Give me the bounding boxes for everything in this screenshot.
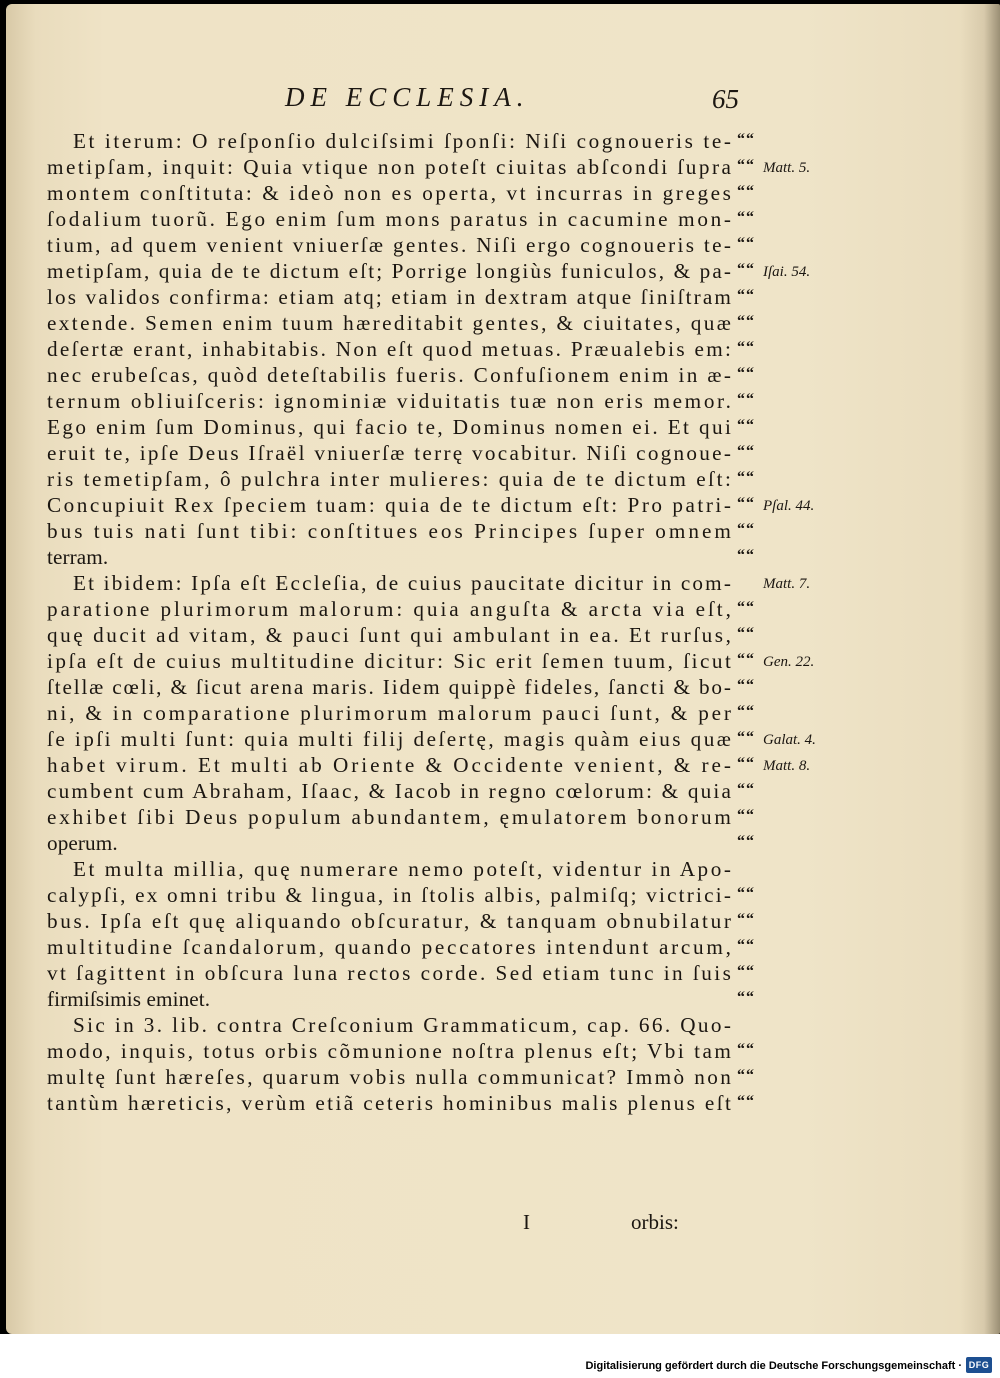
margin-note: Matt. 7. (763, 576, 811, 592)
quotation-mark: ““ (737, 1041, 755, 1058)
text-line: ſtellæ cœli, & ſicut arena maris. Iidem quippè fideles, ſancti & bo- (47, 675, 733, 699)
text-line: bus. Ipſa eſt quę aliquando obſcuratur, & tanquam obnubilatur (47, 909, 734, 933)
page-number: 65 (712, 84, 739, 114)
text-line: tantùm hæreticis, verùm etiã ceteris hominibus malis plenus eſt (47, 1091, 734, 1115)
quotation-mark: ““ (737, 625, 755, 642)
quotation-mark: ““ (737, 365, 755, 382)
text-line: deſertæ erant, inhabitabis. Non eſt quod metuas. Præualebis em: (47, 337, 734, 361)
quotation-mark: ““ (737, 183, 755, 200)
text-line: cumbent cum Abraham, Iſaac, & Iacob in regno cœlorum: & quia (47, 779, 734, 803)
quotation-mark: ““ (737, 885, 755, 902)
text-line: tium, ad quem venient vniuerſæ gentes. Niſi ergo cognoueris te- (47, 233, 734, 257)
quotation-mark: ““ (737, 755, 755, 772)
quotation-mark: ““ (737, 833, 755, 850)
quotation-mark: ““ (737, 287, 755, 304)
quotation-mark: ““ (737, 261, 755, 278)
margin-note: Gen. 22. (763, 654, 815, 670)
text-line: firmiſsimis eminet. (47, 987, 211, 1011)
quotation-mark: ““ (737, 443, 755, 460)
margin-note: Iſai. 54. (763, 264, 811, 280)
quotation-mark: ““ (737, 937, 755, 954)
text-line: Sic in 3. lib. contra Creſconium Grammaticum, cap. 66. Quo- (73, 1013, 734, 1037)
quotation-mark: ““ (737, 495, 755, 512)
margin-note: Matt. 8. (763, 758, 811, 774)
quotation-mark: ““ (737, 989, 755, 1006)
quotation-mark: ““ (737, 313, 755, 330)
text-line: paratione plurimorum malorum: quia anguſta & arcta via eſt, (47, 597, 734, 621)
text-line: Ego enim ſum Dominus, qui facio te, Dominus nomen ei. Et qui (47, 415, 734, 439)
text-line: Concupiuit Rex ſpeciem tuam: quia de te dictum eſt: Pro patri- (47, 493, 734, 517)
quotation-mark: ““ (737, 235, 755, 252)
margin-note: Galat. 4. (763, 732, 816, 748)
quotation-mark: ““ (737, 131, 755, 148)
quotation-mark: ““ (737, 911, 755, 928)
text-line: quę ducit ad vitam, & pauci ſunt qui ambulant in ea. Et rurſus, (47, 623, 734, 647)
quotation-mark: ““ (737, 781, 755, 798)
quotation-mark: ““ (737, 391, 755, 408)
text-line: Et iterum: O reſponſio dulciſsimi ſponſi: Niſi cognoueris te- (73, 129, 734, 153)
text-line: multitudine ſcandalorum, quando peccatores intendunt arcum, (47, 935, 734, 959)
text-line: ſodalium tuorũ. Ego enim ſum mons paratus in cacumine mon- (47, 207, 734, 231)
running-head: DE ECCLESIA. (285, 82, 530, 112)
quotation-mark: ““ (737, 1093, 755, 1110)
quotation-mark: ““ (737, 521, 755, 538)
quotation-mark: ““ (737, 157, 755, 174)
quotation-mark: ““ (737, 469, 755, 486)
text-line: bus tuis nati ſunt tibi: conſtitues eos Principes ſuper omnem (47, 519, 734, 543)
margin-note: Matt. 5. (763, 160, 811, 176)
text-line: ſe ipſi multi ſunt: quia multi filij deſertę, magis quàm eius quæ (47, 727, 734, 751)
text-line: eruit te, ipſe Deus Iſraël vniuerſæ terrę vocabitur. Niſi cognoue- (47, 441, 734, 465)
text-line: los validos confirma: etiam atq; etiam in dextram atque ſiniſtram (47, 285, 734, 309)
quotation-mark: ““ (737, 963, 755, 980)
text-line: modo, inquis, totus orbis cõmunione noſtra plenus eſt; Vbi tam (47, 1039, 734, 1063)
text-line: exhibet ſibi Deus populum abundantem, ęmulatorem bonorum (47, 805, 734, 829)
quotation-mark: ““ (737, 599, 755, 616)
quotation-mark: ““ (737, 807, 755, 824)
text-line: montem conſtituta: & ideò non es operta, vt incurras in greges (47, 181, 734, 205)
margin-note: Pſal. 44. (763, 498, 815, 514)
quotation-mark: ““ (737, 703, 755, 720)
quotation-mark: ““ (737, 729, 755, 746)
text-line: calypſi, ex omni tribu & lingua, in ſtolis albis, palmiſq; victrici- (47, 883, 734, 907)
quotation-mark: ““ (737, 677, 755, 694)
quotation-mark: ““ (737, 339, 755, 356)
text-line: terram. (47, 545, 109, 569)
quotation-mark: ““ (737, 209, 755, 226)
text-line: ipſa eſt de cuius multitudine dicitur: Sic erit ſemen tuum, ſicut (47, 649, 734, 673)
text-line: nec erubeſcas, quòd deteſtabilis fueris. Confuſionem enim in æ- (47, 363, 734, 387)
text-line: ni, & in comparatione plurimorum malorum pauci ſunt, & per (47, 701, 734, 725)
text-line: Et multa millia, quę numerare nemo poteſt, videntur in Apo- (73, 857, 734, 881)
text-line: metipſam, quia de te dictum eſt; Porrige longiùs funiculos, & pa- (47, 259, 734, 283)
catchword: orbis: (631, 1210, 679, 1234)
text-line: ternum obliuiſceris: ignominiæ viduitatis tuæ non eris memor. (47, 389, 734, 413)
text-line: multę ſunt hæreſes, quarum vobis nulla communicat? Immò non (47, 1065, 734, 1089)
text-line: ris temetipſam, ô pulchra inter mulieres: quia de te dictum eſt: (47, 467, 734, 491)
digitization-credit: Digitalisierung gefördert durch die Deutsche Forschungsgemeinschaft · (585, 1360, 962, 1372)
text-line: extende. Semen enim tuum hæreditabit gentes, & ciuitates, quæ (47, 311, 734, 335)
quotation-mark: ““ (737, 547, 755, 564)
text-line: metipſam, inquit: Quia vtique non poteſt ciuitas abſcondi ſupra (47, 155, 734, 179)
text-line: operum. (47, 831, 118, 855)
page-edge-shadow (960, 4, 1000, 1334)
quotation-mark: ““ (737, 417, 755, 434)
text-line: Et ibidem: Ipſa eſt Eccleſia, de cuius paucitate dicitur in com- (73, 571, 734, 595)
quotation-mark: ““ (737, 1067, 755, 1084)
signature-mark: I (523, 1210, 530, 1234)
dfg-logo: DFG (966, 1357, 992, 1373)
text-line: vt ſagittent in obſcura luna rectos corde. Sed etiam tunc in ſuis (47, 961, 734, 985)
quotation-mark: ““ (737, 651, 755, 668)
text-line: habet virum. Et multi ab Oriente & Occidente venient, & re- (47, 753, 734, 777)
